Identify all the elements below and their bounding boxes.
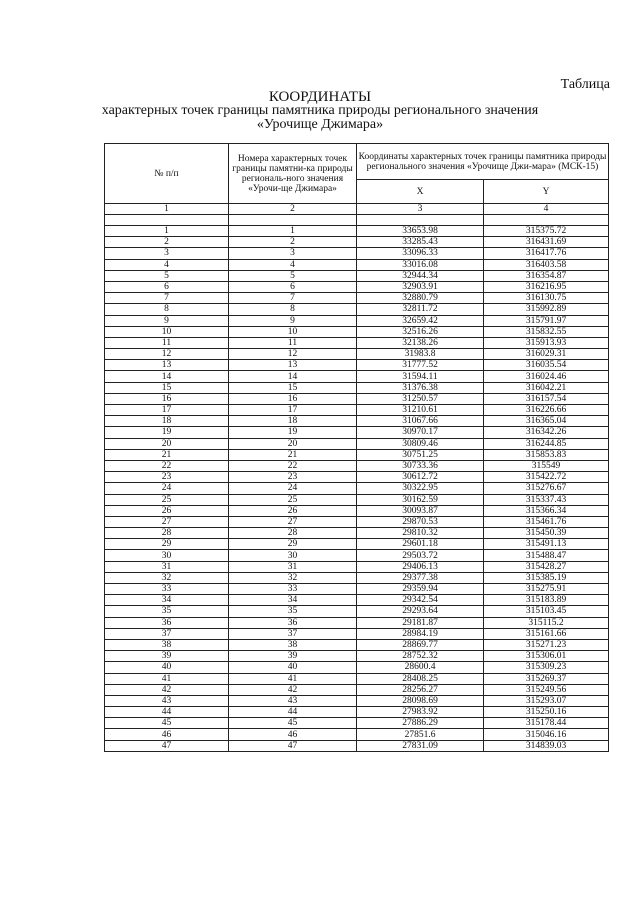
row-number-cell: 23 bbox=[105, 472, 229, 483]
x-cell: 29870.53 bbox=[357, 516, 484, 527]
point-number-cell: 26 bbox=[229, 505, 357, 516]
table-row bbox=[105, 326, 609, 337]
y-cell: 316130.75 bbox=[484, 293, 609, 304]
point-number-cell: 6 bbox=[229, 281, 357, 292]
x-cell: 30162.59 bbox=[357, 494, 484, 505]
row-number-cell: 3 bbox=[105, 248, 229, 259]
y-cell: 315337.43 bbox=[484, 494, 609, 505]
table-row bbox=[105, 729, 609, 740]
coordinates-table bbox=[104, 143, 609, 752]
row-number-cell: 1 bbox=[105, 226, 229, 237]
x-cell: 27831.09 bbox=[357, 740, 484, 751]
header-coordinates: Координаты характерных точек границы памятника природы регионального значения «Урочище Джи-мара» (МСК-15) bbox=[357, 144, 609, 180]
point-number-cell: 29 bbox=[229, 539, 357, 550]
x-cell: 30733.36 bbox=[357, 460, 484, 471]
table-row bbox=[105, 628, 609, 639]
y-cell: 316157.54 bbox=[484, 393, 609, 404]
header-x: X bbox=[357, 180, 484, 204]
point-number-cell: 25 bbox=[229, 494, 357, 505]
y-cell: 316029.31 bbox=[484, 349, 609, 360]
point-number-cell: 10 bbox=[229, 326, 357, 337]
y-cell: 315183.89 bbox=[484, 595, 609, 606]
x-cell: 29181.87 bbox=[357, 617, 484, 628]
row-number-cell: 18 bbox=[105, 416, 229, 427]
row-number-cell: 22 bbox=[105, 460, 229, 471]
row-number-cell: 8 bbox=[105, 304, 229, 315]
table-row bbox=[105, 472, 609, 483]
x-cell: 30322.95 bbox=[357, 483, 484, 494]
x-cell: 30612.72 bbox=[357, 472, 484, 483]
row-number-cell: 39 bbox=[105, 651, 229, 662]
table-row bbox=[105, 449, 609, 460]
point-number-cell: 24 bbox=[229, 483, 357, 494]
row-number-cell: 12 bbox=[105, 349, 229, 360]
x-cell: 31983.8 bbox=[357, 349, 484, 360]
point-number-cell: 36 bbox=[229, 617, 357, 628]
table-row bbox=[105, 718, 609, 729]
y-cell: 316226.66 bbox=[484, 405, 609, 416]
point-number-cell: 46 bbox=[229, 729, 357, 740]
x-cell: 33096.33 bbox=[357, 248, 484, 259]
row-number-cell: 15 bbox=[105, 382, 229, 393]
row-number-cell: 19 bbox=[105, 427, 229, 438]
x-cell: 31067.66 bbox=[357, 416, 484, 427]
spacer-cell bbox=[229, 215, 357, 226]
row-number-cell: 24 bbox=[105, 483, 229, 494]
row-number-cell: 43 bbox=[105, 695, 229, 706]
table-row bbox=[105, 382, 609, 393]
table-row bbox=[105, 405, 609, 416]
table-row bbox=[105, 237, 609, 248]
x-cell: 33285.43 bbox=[357, 237, 484, 248]
y-cell: 316035.54 bbox=[484, 360, 609, 371]
column-number: 4 bbox=[484, 204, 609, 215]
header-row-number: № п/п bbox=[105, 144, 229, 204]
x-cell: 30809.46 bbox=[357, 438, 484, 449]
x-cell: 28984.19 bbox=[357, 628, 484, 639]
table-row bbox=[105, 460, 609, 471]
table-row bbox=[105, 505, 609, 516]
row-number-cell: 10 bbox=[105, 326, 229, 337]
point-number-cell: 31 bbox=[229, 561, 357, 572]
point-number-cell: 12 bbox=[229, 349, 357, 360]
title-line-2: характерных точек границы памятника природы регионального значения bbox=[101, 103, 539, 118]
row-number-cell: 26 bbox=[105, 505, 229, 516]
y-cell: 315791.97 bbox=[484, 315, 609, 326]
point-number-cell: 14 bbox=[229, 371, 357, 382]
y-cell: 315249.56 bbox=[484, 684, 609, 695]
point-number-cell: 28 bbox=[229, 528, 357, 539]
row-number-cell: 14 bbox=[105, 371, 229, 382]
row-number-cell: 44 bbox=[105, 707, 229, 718]
table-row bbox=[105, 393, 609, 404]
y-cell: 315103.45 bbox=[484, 606, 609, 617]
point-number-cell: 2 bbox=[229, 237, 357, 248]
x-cell: 29342.54 bbox=[357, 595, 484, 606]
table-row bbox=[105, 337, 609, 348]
y-cell: 315269.37 bbox=[484, 673, 609, 684]
point-number-cell: 45 bbox=[229, 718, 357, 729]
x-cell: 30970.17 bbox=[357, 427, 484, 438]
table-row bbox=[105, 516, 609, 527]
spacer-cell bbox=[484, 215, 609, 226]
header-y: Y bbox=[484, 180, 609, 204]
table-row bbox=[105, 304, 609, 315]
x-cell: 32516.26 bbox=[357, 326, 484, 337]
table-row bbox=[105, 360, 609, 371]
row-number-cell: 2 bbox=[105, 237, 229, 248]
y-cell: 315385.19 bbox=[484, 572, 609, 583]
table-label: Таблица bbox=[560, 77, 610, 92]
x-cell: 28256.27 bbox=[357, 684, 484, 695]
x-cell: 32944.34 bbox=[357, 270, 484, 281]
y-cell: 315293.07 bbox=[484, 695, 609, 706]
y-cell: 315276.67 bbox=[484, 483, 609, 494]
row-number-cell: 7 bbox=[105, 293, 229, 304]
x-cell: 31777.52 bbox=[357, 360, 484, 371]
y-cell: 315306.01 bbox=[484, 651, 609, 662]
y-cell: 315178.44 bbox=[484, 718, 609, 729]
table-row bbox=[105, 740, 609, 751]
y-cell: 316417.76 bbox=[484, 248, 609, 259]
row-number-cell: 34 bbox=[105, 595, 229, 606]
point-number-cell: 40 bbox=[229, 662, 357, 673]
point-number-cell: 9 bbox=[229, 315, 357, 326]
x-cell: 33016.08 bbox=[357, 259, 484, 270]
x-cell: 28098.69 bbox=[357, 695, 484, 706]
table-row bbox=[105, 707, 609, 718]
x-cell: 29377.38 bbox=[357, 572, 484, 583]
point-number-cell: 21 bbox=[229, 449, 357, 460]
table-row bbox=[105, 248, 609, 259]
y-cell: 315853.83 bbox=[484, 449, 609, 460]
point-number-cell: 4 bbox=[229, 259, 357, 270]
point-number-cell: 33 bbox=[229, 584, 357, 595]
row-number-cell: 21 bbox=[105, 449, 229, 460]
y-cell: 315450.39 bbox=[484, 528, 609, 539]
table-row bbox=[105, 639, 609, 650]
y-cell: 315115.2 bbox=[484, 617, 609, 628]
row-number-cell: 35 bbox=[105, 606, 229, 617]
row-number-cell: 47 bbox=[105, 740, 229, 751]
y-cell: 315992.89 bbox=[484, 304, 609, 315]
row-number-cell: 28 bbox=[105, 528, 229, 539]
row-number-cell: 37 bbox=[105, 628, 229, 639]
column-number: 3 bbox=[357, 204, 484, 215]
point-number-cell: 30 bbox=[229, 550, 357, 561]
table-row bbox=[105, 270, 609, 281]
x-cell: 27851.6 bbox=[357, 729, 484, 740]
row-number-cell: 46 bbox=[105, 729, 229, 740]
x-cell: 30751.25 bbox=[357, 449, 484, 460]
x-cell: 30093.87 bbox=[357, 505, 484, 516]
table-row bbox=[105, 371, 609, 382]
y-cell: 315422.72 bbox=[484, 472, 609, 483]
table-row bbox=[105, 416, 609, 427]
x-cell: 28869.77 bbox=[357, 639, 484, 650]
row-number-cell: 32 bbox=[105, 572, 229, 583]
point-number-cell: 44 bbox=[229, 707, 357, 718]
table-row bbox=[105, 673, 609, 684]
point-number-cell: 37 bbox=[229, 628, 357, 639]
header-point-number: Номера характерных точек границы памятни-ка природы региональ-ного значения «Урочи-ще Джимара» bbox=[229, 144, 357, 204]
x-cell: 32659.42 bbox=[357, 315, 484, 326]
title-line-3: «Урочище Джимара» bbox=[256, 117, 384, 132]
row-number-cell: 9 bbox=[105, 315, 229, 326]
y-cell: 316431.69 bbox=[484, 237, 609, 248]
point-number-cell: 23 bbox=[229, 472, 357, 483]
row-number-cell: 13 bbox=[105, 360, 229, 371]
x-cell: 28752.32 bbox=[357, 651, 484, 662]
y-cell: 314839.03 bbox=[484, 740, 609, 751]
y-cell: 315161.66 bbox=[484, 628, 609, 639]
row-number-cell: 45 bbox=[105, 718, 229, 729]
x-cell: 32880.79 bbox=[357, 293, 484, 304]
x-cell: 29503.72 bbox=[357, 550, 484, 561]
row-number-cell: 38 bbox=[105, 639, 229, 650]
table-row bbox=[105, 281, 609, 292]
table-row bbox=[105, 438, 609, 449]
table-row bbox=[105, 572, 609, 583]
x-cell: 31594.11 bbox=[357, 371, 484, 382]
point-number-cell: 27 bbox=[229, 516, 357, 527]
row-number-cell: 41 bbox=[105, 673, 229, 684]
row-number-cell: 25 bbox=[105, 494, 229, 505]
x-cell: 32903.91 bbox=[357, 281, 484, 292]
point-number-cell: 34 bbox=[229, 595, 357, 606]
row-number-cell: 17 bbox=[105, 405, 229, 416]
y-cell: 315461.76 bbox=[484, 516, 609, 527]
x-cell: 29810.32 bbox=[357, 528, 484, 539]
y-cell: 316024.46 bbox=[484, 371, 609, 382]
x-cell: 28600.4 bbox=[357, 662, 484, 673]
x-cell: 27983.92 bbox=[357, 707, 484, 718]
point-number-cell: 39 bbox=[229, 651, 357, 662]
point-number-cell: 5 bbox=[229, 270, 357, 281]
point-number-cell: 32 bbox=[229, 572, 357, 583]
point-number-cell: 41 bbox=[229, 673, 357, 684]
point-number-cell: 3 bbox=[229, 248, 357, 259]
column-number: 1 bbox=[105, 204, 229, 215]
y-cell: 315309.23 bbox=[484, 662, 609, 673]
row-number-cell: 40 bbox=[105, 662, 229, 673]
point-number-cell: 43 bbox=[229, 695, 357, 706]
row-number-cell: 30 bbox=[105, 550, 229, 561]
table-row bbox=[105, 528, 609, 539]
table-body bbox=[105, 226, 609, 752]
point-number-cell: 17 bbox=[229, 405, 357, 416]
title-line-1: КООРДИНАТЫ bbox=[268, 89, 372, 105]
y-cell: 316216.95 bbox=[484, 281, 609, 292]
row-number-cell: 31 bbox=[105, 561, 229, 572]
y-cell: 316354.87 bbox=[484, 270, 609, 281]
y-cell: 315046.16 bbox=[484, 729, 609, 740]
point-number-cell: 1 bbox=[229, 226, 357, 237]
row-number-cell: 20 bbox=[105, 438, 229, 449]
x-cell: 32811.72 bbox=[357, 304, 484, 315]
spacer-cell bbox=[357, 215, 484, 226]
x-cell: 31376.38 bbox=[357, 382, 484, 393]
table-row bbox=[105, 561, 609, 572]
y-cell: 315832.55 bbox=[484, 326, 609, 337]
document-title bbox=[0, 90, 640, 132]
row-number-cell: 6 bbox=[105, 281, 229, 292]
table-row bbox=[105, 226, 609, 237]
table-row bbox=[105, 349, 609, 360]
table-row bbox=[105, 483, 609, 494]
row-number-cell: 27 bbox=[105, 516, 229, 527]
table-row bbox=[105, 651, 609, 662]
table-row bbox=[105, 539, 609, 550]
y-cell: 315913.93 bbox=[484, 337, 609, 348]
row-number-cell: 11 bbox=[105, 337, 229, 348]
y-cell: 316403.58 bbox=[484, 259, 609, 270]
y-cell: 315271.23 bbox=[484, 639, 609, 650]
row-number-cell: 42 bbox=[105, 684, 229, 695]
point-number-cell: 38 bbox=[229, 639, 357, 650]
y-cell: 315275.91 bbox=[484, 584, 609, 595]
point-number-cell: 35 bbox=[229, 606, 357, 617]
row-number-cell: 33 bbox=[105, 584, 229, 595]
table-row bbox=[105, 662, 609, 673]
x-cell: 29601.18 bbox=[357, 539, 484, 550]
point-number-cell: 7 bbox=[229, 293, 357, 304]
table-row bbox=[105, 595, 609, 606]
x-cell: 29293.64 bbox=[357, 606, 484, 617]
table-row bbox=[105, 259, 609, 270]
row-number-cell: 16 bbox=[105, 393, 229, 404]
point-number-cell: 11 bbox=[229, 337, 357, 348]
point-number-cell: 8 bbox=[229, 304, 357, 315]
spacer-cell bbox=[105, 215, 229, 226]
x-cell: 29406.13 bbox=[357, 561, 484, 572]
table-row bbox=[105, 494, 609, 505]
point-number-cell: 16 bbox=[229, 393, 357, 404]
y-cell: 315488.47 bbox=[484, 550, 609, 561]
point-number-cell: 18 bbox=[229, 416, 357, 427]
point-number-cell: 47 bbox=[229, 740, 357, 751]
x-cell: 27886.29 bbox=[357, 718, 484, 729]
point-number-cell: 42 bbox=[229, 684, 357, 695]
row-number-cell: 4 bbox=[105, 259, 229, 270]
x-cell: 28408.25 bbox=[357, 673, 484, 684]
table-row bbox=[105, 315, 609, 326]
y-cell: 315375.72 bbox=[484, 226, 609, 237]
point-number-cell: 22 bbox=[229, 460, 357, 471]
table-row bbox=[105, 684, 609, 695]
y-cell: 316244.85 bbox=[484, 438, 609, 449]
point-number-cell: 19 bbox=[229, 427, 357, 438]
point-number-cell: 15 bbox=[229, 382, 357, 393]
table-row bbox=[105, 584, 609, 595]
table-row bbox=[105, 550, 609, 561]
y-cell: 315549 bbox=[484, 460, 609, 471]
point-number-cell: 13 bbox=[229, 360, 357, 371]
y-cell: 316042.21 bbox=[484, 382, 609, 393]
x-cell: 31210.61 bbox=[357, 405, 484, 416]
table-row bbox=[105, 427, 609, 438]
y-cell: 316365.04 bbox=[484, 416, 609, 427]
x-cell: 31250.57 bbox=[357, 393, 484, 404]
table-row bbox=[105, 617, 609, 628]
row-number-cell: 5 bbox=[105, 270, 229, 281]
x-cell: 33653.98 bbox=[357, 226, 484, 237]
point-number-cell: 20 bbox=[229, 438, 357, 449]
table-row bbox=[105, 606, 609, 617]
table-row bbox=[105, 293, 609, 304]
y-cell: 316342.26 bbox=[484, 427, 609, 438]
x-cell: 29359.94 bbox=[357, 584, 484, 595]
y-cell: 315428.27 bbox=[484, 561, 609, 572]
table-row bbox=[105, 695, 609, 706]
column-number: 2 bbox=[229, 204, 357, 215]
y-cell: 315250.16 bbox=[484, 707, 609, 718]
y-cell: 315491.13 bbox=[484, 539, 609, 550]
row-number-cell: 29 bbox=[105, 539, 229, 550]
y-cell: 315366.34 bbox=[484, 505, 609, 516]
x-cell: 32138.26 bbox=[357, 337, 484, 348]
row-number-cell: 36 bbox=[105, 617, 229, 628]
